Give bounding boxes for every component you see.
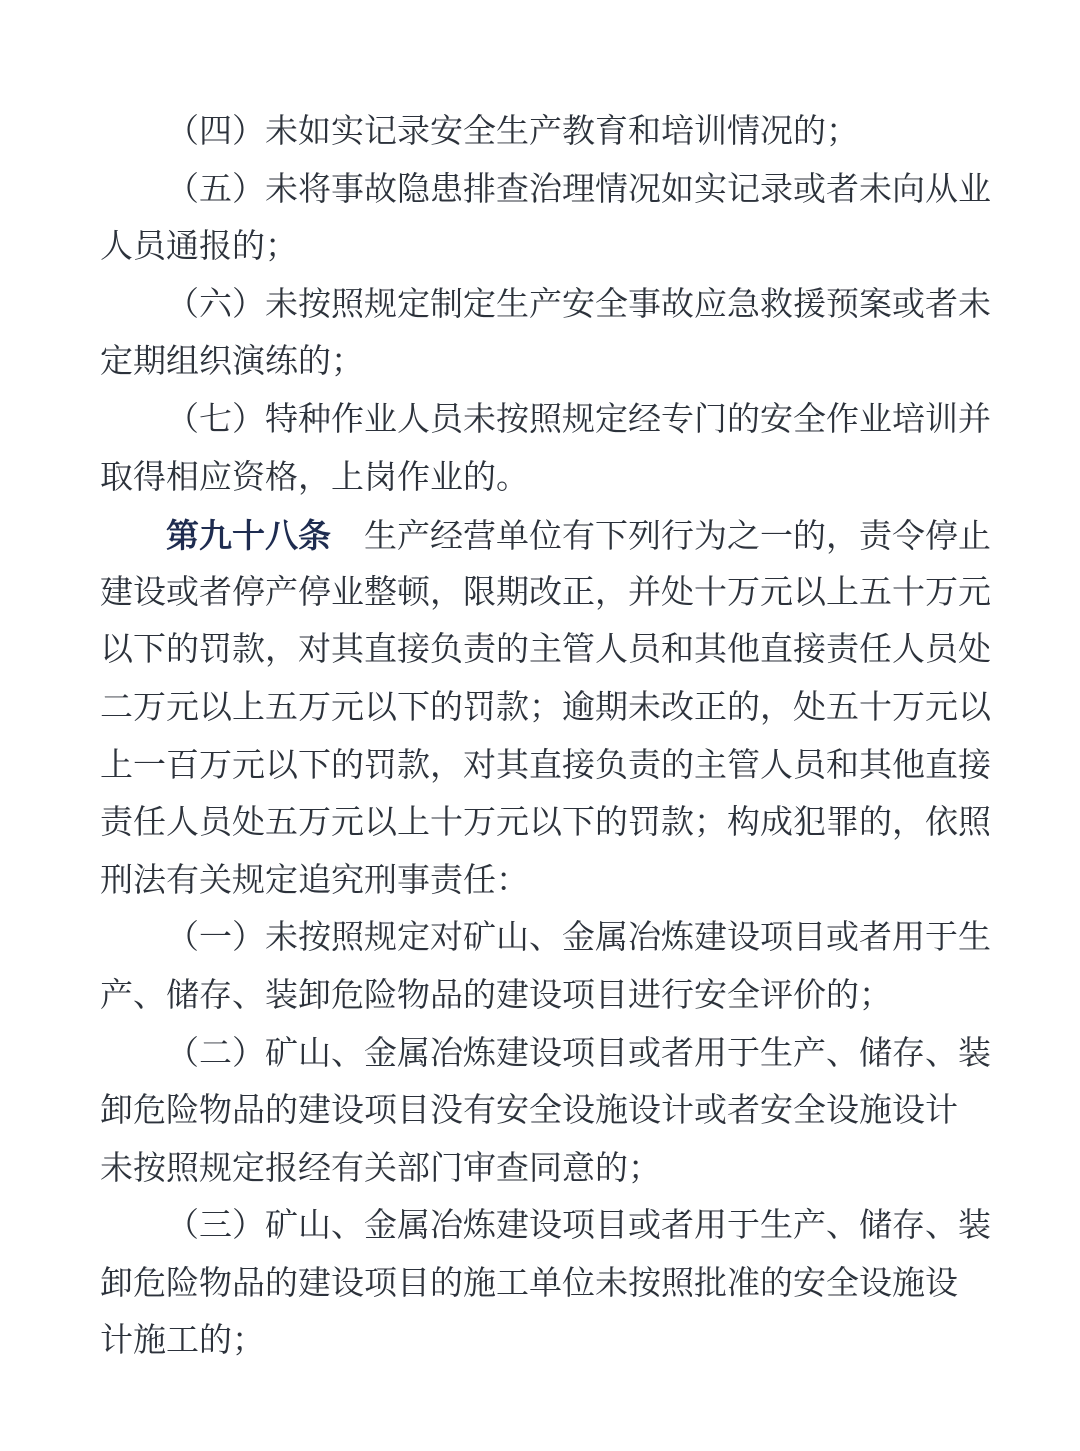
text-line xyxy=(100,622,1020,680)
line-text: 刑法有关规定追究刑事责任： xyxy=(100,862,529,899)
text-line xyxy=(100,450,1020,508)
text-line xyxy=(100,968,1020,1026)
line-text: （二）矿山、金属冶炼建设项目或者用于生产、储存、装 xyxy=(166,1035,991,1072)
line-text: （四）未如实记录安全生产教育和培训情况的； xyxy=(166,114,859,150)
line-text: 生产经营单位有下列行为之一的，责令停止 xyxy=(331,519,991,556)
line-text: 卸危险物品的建设项目没有安全设施设计或者安全设施设计 xyxy=(100,1093,958,1130)
text-line xyxy=(100,1141,1020,1199)
text-line xyxy=(100,162,1020,220)
text-line xyxy=(100,1313,1020,1371)
article-number: 第九十八条 xyxy=(166,517,331,555)
line-text: 建设或者停产停业整顿，限期改正，并处十万元以上五十万元 xyxy=(100,574,991,611)
line-text: （五）未将事故隐患排查治理情况如实记录或者未向从业 xyxy=(166,171,991,208)
line-text: （六）未按照规定制定生产安全事故应急救援预案或者未 xyxy=(166,286,991,323)
text-line xyxy=(100,1198,1020,1256)
text-line xyxy=(100,392,1020,450)
line-text: 上一百万元以下的罚款，对其直接负责的主管人员和其他直接 xyxy=(100,747,991,784)
text-line xyxy=(100,853,1020,911)
text-line xyxy=(100,910,1020,968)
text-line xyxy=(100,334,1020,392)
line-text: 责任人员处五万元以上十万元以下的罚款；构成犯罪的，依照 xyxy=(100,805,991,842)
line-text: 人员通报的； xyxy=(100,229,298,266)
legal-text-block xyxy=(100,104,1020,1371)
line-text: 未按照规定报经有关部门审查同意的； xyxy=(100,1150,661,1187)
text-line xyxy=(100,277,1020,335)
text-line xyxy=(100,1256,1020,1314)
text-line xyxy=(100,565,1020,623)
line-text: 卸危险物品的建设项目的施工单位未按照批准的安全设施设 xyxy=(100,1265,958,1302)
line-text: （三）矿山、金属冶炼建设项目或者用于生产、储存、装 xyxy=(166,1208,991,1245)
line-text: 取得相应资格，上岗作业的。 xyxy=(100,459,529,496)
line-text: 产、储存、装卸危险物品的建设项目进行安全评价的； xyxy=(100,977,892,1014)
line-text: 计施工的； xyxy=(100,1323,265,1360)
text-line xyxy=(100,507,1020,565)
text-line xyxy=(100,795,1020,853)
text-line xyxy=(100,738,1020,796)
line-text: （七）特种作业人员未按照规定经专门的安全作业培训并 xyxy=(166,401,991,438)
line-text: 以下的罚款，对其直接负责的主管人员和其他直接责任人员处 xyxy=(100,632,991,669)
text-line xyxy=(100,219,1020,277)
text-line xyxy=(100,1083,1020,1141)
text-line xyxy=(100,680,1020,738)
line-text: （一）未按照规定对矿山、金属冶炼建设项目或者用于生 xyxy=(166,920,991,957)
text-line xyxy=(100,1026,1020,1084)
text-line xyxy=(100,104,1020,162)
line-text: 二万元以上五万元以下的罚款；逾期未改正的，处五十万元以 xyxy=(100,689,991,726)
line-text: 定期组织演练的； xyxy=(100,344,364,381)
